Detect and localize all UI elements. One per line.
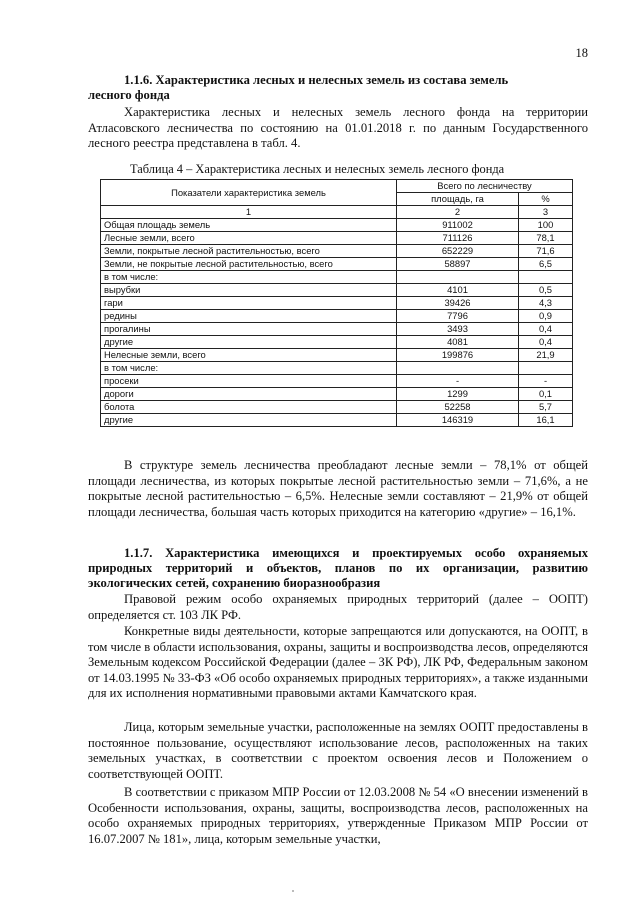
row-label: Лесные земли, всего <box>101 232 397 245</box>
scan-speck <box>292 890 294 892</box>
row-area: 911002 <box>397 219 519 232</box>
table-colnum-row <box>101 206 573 219</box>
table-row <box>101 388 573 401</box>
row-pct: 21,9 <box>519 349 573 362</box>
row-label: гари <box>101 297 397 310</box>
heading-line-2: природных территорий и объектов, планов по их организации, развитию <box>88 561 588 575</box>
row-area: 52258 <box>397 401 519 414</box>
row-area: 4101 <box>397 284 519 297</box>
row-label: Общая площадь земель <box>101 219 397 232</box>
heading-line-2: лесного фонда <box>88 88 170 102</box>
table-row <box>101 245 573 258</box>
row-pct <box>519 362 573 375</box>
section-number: 1.1.7. <box>124 546 153 560</box>
row-area: 39426 <box>397 297 519 310</box>
table-row <box>101 323 573 336</box>
row-label: дороги <box>101 388 397 401</box>
table-row <box>101 297 573 310</box>
table-row <box>101 219 573 232</box>
row-pct: 100 <box>519 219 573 232</box>
page-number: 18 <box>575 46 588 60</box>
row-area <box>397 362 519 375</box>
row-pct: 5,7 <box>519 401 573 414</box>
row-pct: 0,9 <box>519 310 573 323</box>
col-num-1: 1 <box>101 206 397 219</box>
row-pct: 4,3 <box>519 297 573 310</box>
row-pct: 16,1 <box>519 414 573 427</box>
table-row <box>101 232 573 245</box>
oopt-paragraph-3: Лица, которым земельные участки, расположенные на землях ООПТ предоставлены в постоянное пользование, осуществляют использование лесов, расположенных на таких земельных участках, в соответствии с проектом освоения лесов и Положением о соответствующей ООПТ. <box>88 720 588 781</box>
row-label: другие <box>101 414 397 427</box>
row-label: в том числе: <box>101 362 397 375</box>
table-caption: Таблица 4 – Характеристика лесных и нелесных земель лесного фонда <box>130 162 505 176</box>
row-area: 4081 <box>397 336 519 349</box>
table-row <box>101 349 573 362</box>
row-area: 7796 <box>397 310 519 323</box>
row-label: Земли, не покрытые лесной растительностью, всего <box>101 258 397 271</box>
row-pct: 78,1 <box>519 232 573 245</box>
row-label: другие <box>101 336 397 349</box>
row-pct: 6,5 <box>519 258 573 271</box>
row-pct: 0,4 <box>519 336 573 349</box>
row-label: вырубки <box>101 284 397 297</box>
row-label: прогалины <box>101 323 397 336</box>
section-heading-1-1-6 <box>88 73 588 103</box>
row-label: болота <box>101 401 397 414</box>
row-area: 652229 <box>397 245 519 258</box>
heading-line-1: Характеристика лесных и нелесных земель из состава земель <box>155 73 509 87</box>
col-num-2: 2 <box>397 206 519 219</box>
row-pct: 71,6 <box>519 245 573 258</box>
row-pct: 0,4 <box>519 323 573 336</box>
intro-paragraph: Характеристика лесных и нелесных земель лесного фонда на территории Атласовского лесничества по состоянию на 01.01.2018 г. по данным Государственного лесного реестра представлена в табл. 4. <box>88 105 588 151</box>
oopt-paragraph-1: Правовой режим особо охраняемых природных территорий (далее – ООПТ) определяется ст. 103 ЛК РФ. <box>88 592 588 622</box>
col-num-3: 3 <box>519 206 573 219</box>
row-area: 146319 <box>397 414 519 427</box>
summary-paragraph: В структуре земель лесничества преобладают лесные земли – 78,1% от общей площади лесничества, из которых покрытые лесной растительностью земли – 71,6%, а не покрытые лесной растительностью – 6,5%. Нелесные земли составляют – 21,9% от общей площади лесничества, большая часть которых приходится на категорию «другие» – 16,1%. <box>88 458 588 519</box>
table-row <box>101 362 573 375</box>
table-row <box>101 414 573 427</box>
row-label: Земли, покрытые лесной растительностью, всего <box>101 245 397 258</box>
row-pct <box>519 271 573 284</box>
row-label: Нелесные земли, всего <box>101 349 397 362</box>
table-row <box>101 258 573 271</box>
table-row <box>101 284 573 297</box>
row-area: 199876 <box>397 349 519 362</box>
header-pct: % <box>519 193 573 206</box>
row-area: 58897 <box>397 258 519 271</box>
table-row <box>101 336 573 349</box>
heading-line-3: экологических сетей, сохранению биоразнообразия <box>88 576 381 590</box>
row-area <box>397 271 519 284</box>
row-label: редины <box>101 310 397 323</box>
header-area: площадь, га <box>397 193 519 206</box>
table-header-row <box>101 180 573 193</box>
header-indicator: Показатели характеристика земель <box>101 180 397 206</box>
row-label: в том числе: <box>101 271 397 284</box>
row-area: - <box>397 375 519 388</box>
header-total: Всего по лесничеству <box>397 180 573 193</box>
oopt-paragraph-2: Конкретные виды деятельности, которые запрещаются или допускаются, на ООПТ, в том числе в области использования, охраны, защиты и воспроизводства лесов, определяются Земельным кодексом Российской Федерации (далее – ЗК РФ), ЛК РФ, Федеральным законом от 14.03.1995 № 33-ФЗ «Об особо охраняемых природных территориях», а также изданными для их исполнения нормативными правовыми актами Камчатского края. <box>88 624 588 701</box>
row-pct: 0,1 <box>519 388 573 401</box>
row-pct: - <box>519 375 573 388</box>
table-row <box>101 310 573 323</box>
row-area: 3493 <box>397 323 519 336</box>
table-row <box>101 401 573 414</box>
row-area: 711126 <box>397 232 519 245</box>
table-row <box>101 271 573 284</box>
land-characteristics-table <box>100 179 573 427</box>
row-area: 1299 <box>397 388 519 401</box>
row-pct: 0,5 <box>519 284 573 297</box>
heading-line-1: Характеристика имеющихся и проектируемых особо охраняемых <box>165 546 588 560</box>
row-label: просеки <box>101 375 397 388</box>
table-row <box>101 375 573 388</box>
section-number: 1.1.6. <box>124 73 153 87</box>
oopt-paragraph-4: В соответствии с приказом МПР России от 12.03.2008 № 54 «О внесении изменений в Особенности использования, охраны, защиты, воспроизводства лесов, расположенных на особо охраняемых природных территориях, утвержденные Приказом МПР России от 16.07.2007 № 181», лица, которым земельные участки, <box>88 785 588 846</box>
section-heading-1-1-7 <box>88 546 588 591</box>
